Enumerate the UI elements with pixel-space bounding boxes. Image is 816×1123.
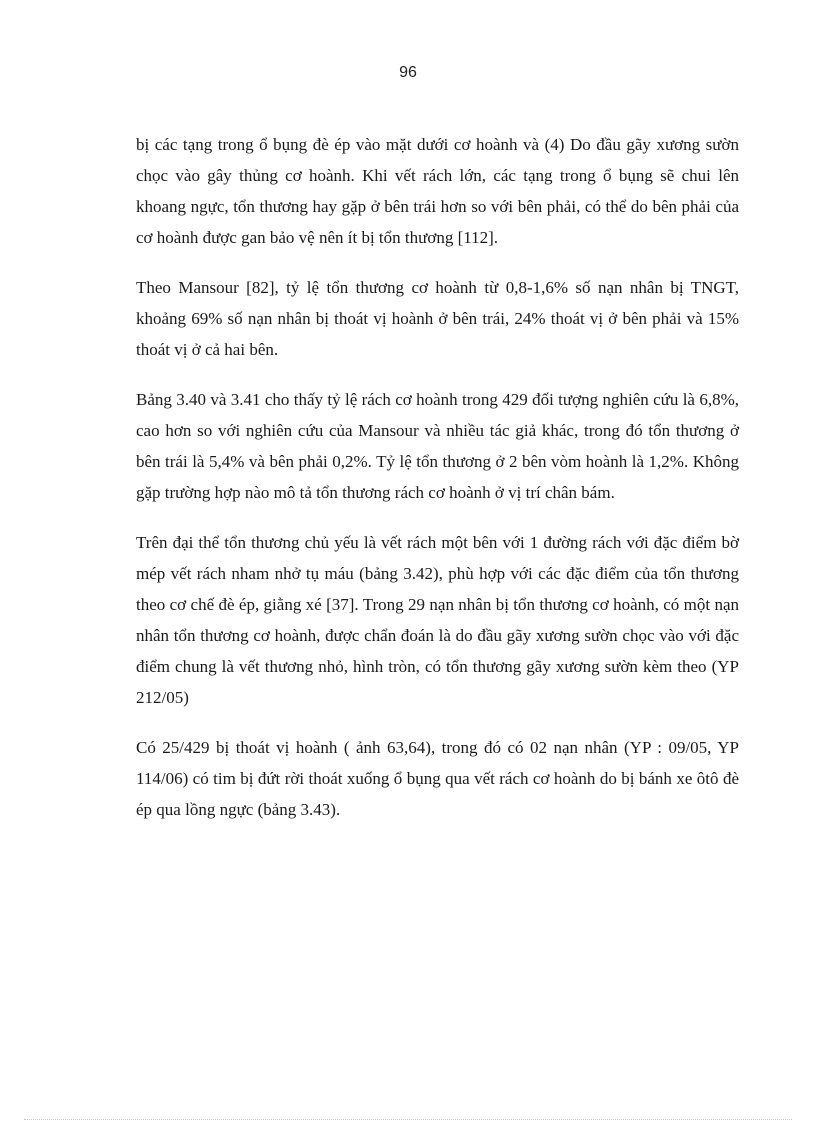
paragraph-3: Bảng 3.40 và 3.41 cho thấy tỷ lệ rách cơ hoành trong 429 đối tượng nghiên cứu là 6,8%, cao hơn so với nghiên cứu của Mansour và nhiều tác giả khác, trong đó tổn thương ở bên trái là 5,4% và bên phải 0,2%. Tỷ lệ tổn thương ở 2 bên vòm hoành là 1,2%. Không gặp trường hợp nào mô tả tổn thương rách cơ hoành ở vị trí chân bám. (136, 390, 739, 502)
page-number: 96 (399, 64, 417, 81)
paragraph-1: bị các tạng trong ổ bụng đè ép vào mặt dưới cơ hoành và (4) Do đầu gãy xương sườn chọc vào gây thủng cơ hoành. Khi vết rách lớn, các tạng trong ổ bụng sẽ chui lên khoang ngực, tổn thương hay gặp ở bên trái hơn so với bên phải, có thể do bên phải của cơ hoành được gan bảo vệ nên ít bị tổn thương [112]. (136, 135, 739, 247)
page-bottom-divider (24, 1119, 792, 1120)
paragraph-5: Có 25/429 bị thoát vị hoành ( ảnh 63,64), trong đó có 02 nạn nhân (YP : 09/05, YP 114/06) có tim bị đứt rời thoát xuống ổ bụng qua vết rách cơ hoành do bị bánh xe ôtô đè ép qua lồng ngực (bảng 3.43). (136, 738, 739, 819)
body-text (136, 129, 739, 844)
paragraph-4: Trên đại thể tổn thương chủ yếu là vết rách một bên với 1 đường rách với đặc điểm bờ mép vết rách nham nhở tụ máu (bảng 3.42), phù hợp với các đặc điểm của tổn thương theo cơ chế đè ép, giằng xé [37]. Trong 29 nạn nhân bị tổn thương cơ hoành, có một nạn nhân tổn thương cơ hoành, được chẩn đoán là do đầu gãy xương sườn chọc vào với đặc điểm chung là vết thương nhỏ, hình tròn, có tổn thương gãy xương sườn kèm theo (YP 212/05) (136, 533, 739, 707)
paragraph-2: Theo Mansour [82], tỷ lệ tổn thương cơ hoành từ 0,8-1,6% số nạn nhân bị TNGT, khoảng 69% số nạn nhân bị thoát vị hoành ở bên trái, 24% thoát vị ở bên phải và 15% thoát vị ở cả hai bên. (136, 278, 739, 359)
